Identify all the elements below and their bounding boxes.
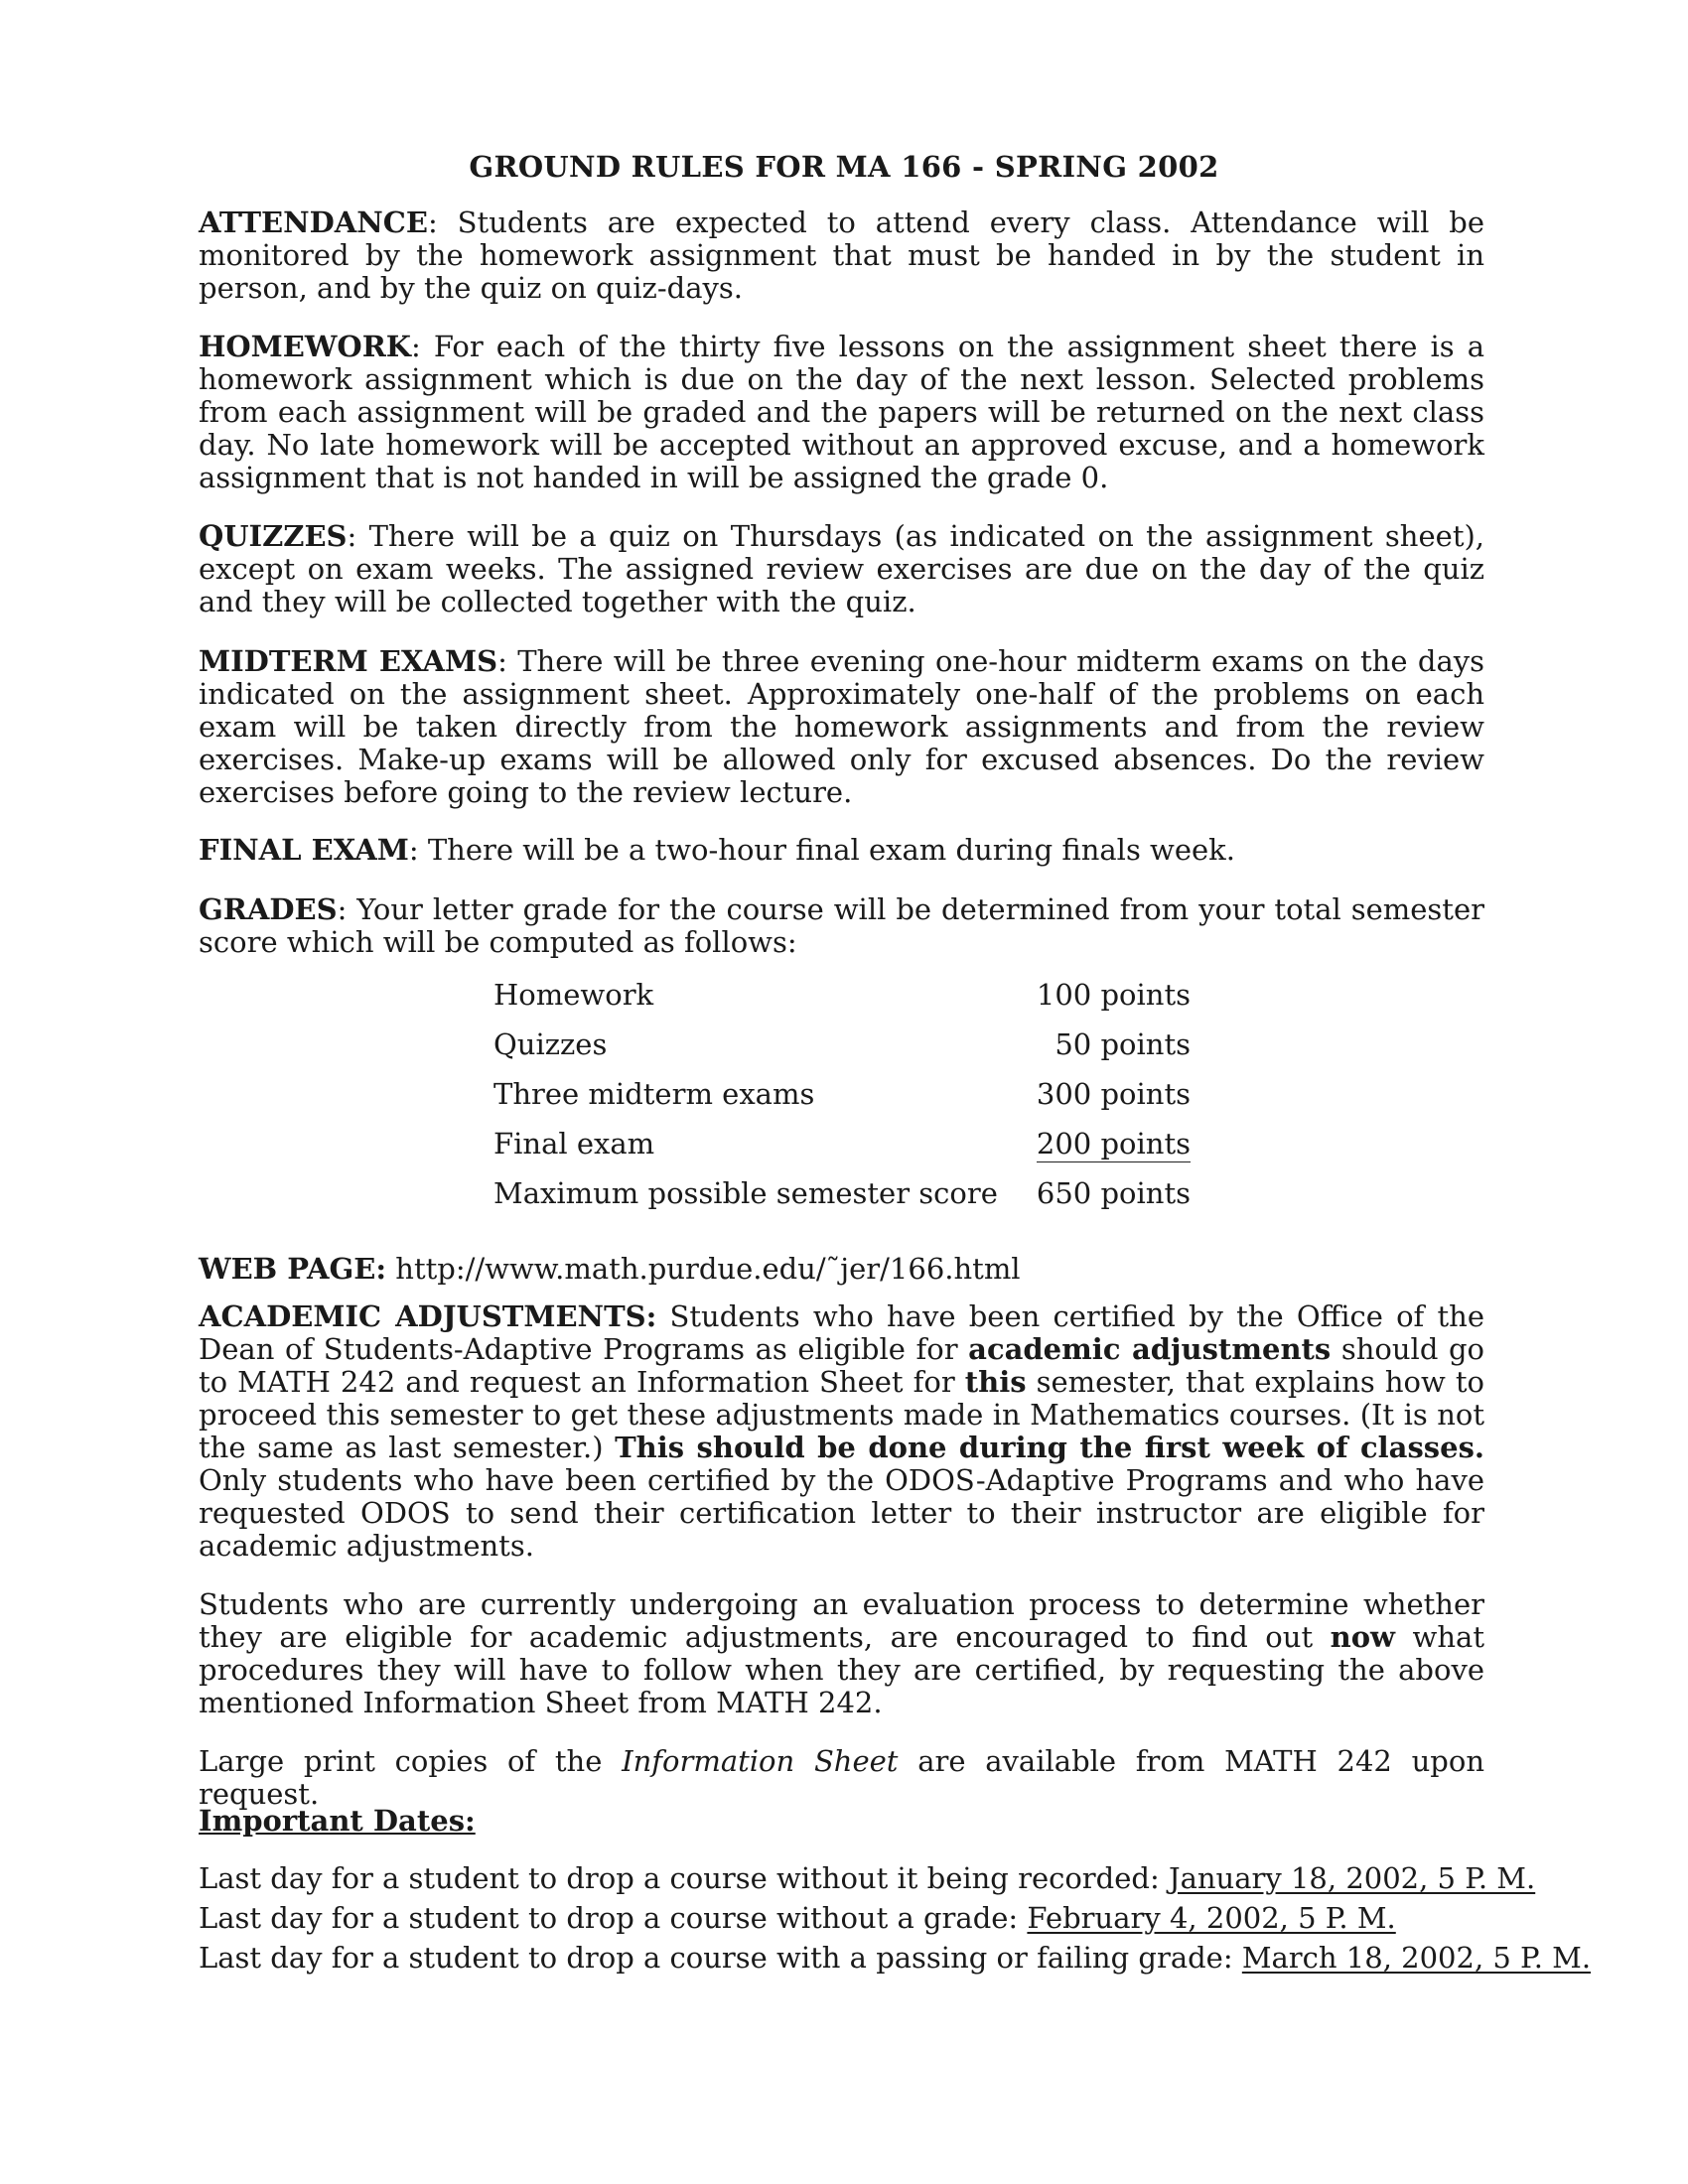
date-line bbox=[199, 1900, 1589, 1936]
academic-body-2: should go to MATH 242 and request an Information Sheet for bbox=[199, 1332, 1484, 1399]
academic-body-1: Students who have been certified by the Office of the Dean of Students-Adaptive Programs as eligible for bbox=[199, 1299, 1484, 1366]
grade-label: Final exam bbox=[493, 1127, 655, 1160]
grades-heading: GRADES bbox=[199, 892, 338, 926]
date-line-date: March 18, 2002, 5 P. M. bbox=[1241, 1941, 1592, 1975]
grades-row bbox=[493, 978, 1198, 1027]
grades-paragraph bbox=[199, 893, 1484, 959]
largeprint-body-2: are available from MATH 242 upon request. bbox=[199, 1744, 1484, 1811]
date-line bbox=[199, 1860, 1589, 1896]
academic-adjustments-paragraph bbox=[199, 1300, 1484, 1563]
evaluation-bold: now bbox=[1330, 1620, 1396, 1654]
quizzes-body: : There will be a quiz on Thursdays (as indicated on the assignment sheet), except on exam weeks. The assigned review exercises are due on the day of the quiz and they will be collected together with the quiz. bbox=[199, 519, 1484, 618]
final-exam-paragraph bbox=[199, 834, 1484, 867]
grade-points: 50 points bbox=[1055, 1027, 1191, 1061]
final-exam-heading: FINAL EXAM bbox=[199, 833, 409, 867]
date-line-date: February 4, 2002, 5 P. M. bbox=[1027, 1901, 1396, 1935]
academic-bold-2: this bbox=[964, 1365, 1027, 1399]
homework-body: : For each of the thirty five lessons on the assignment sheet there is a homework assignment which is due on the day of the next lesson. Selected problems from each assignment will be graded and the papers will be returned on the next class day. No late homework will be accepted without an approved excuse, and a homework assignment that is not handed in will be assigned the grade 0. bbox=[199, 330, 1484, 494]
date-line-text: Last day for a student to drop a course with a passing or failing grade: bbox=[199, 1941, 1242, 1975]
page-title: GROUND RULES FOR MA 166 - SPRING 2002 bbox=[469, 150, 1219, 184]
attendance-body: : Students are expected to attend every class. Attendance will be monitored by the homework assignment that must be handed in by the student in person, and by the quiz on quiz-days. bbox=[199, 205, 1484, 305]
date-line-date: January 18, 2002, 5 P. M. bbox=[1168, 1861, 1536, 1895]
homework-heading: HOMEWORK bbox=[199, 330, 412, 363]
academic-bold-1: academic adjustments bbox=[968, 1332, 1332, 1366]
grade-points: 100 points bbox=[1036, 978, 1191, 1012]
webpage-paragraph bbox=[199, 1253, 1484, 1286]
final-exam-body: : There will be a two-hour final exam during finals week. bbox=[408, 833, 1235, 867]
webpage-url[interactable]: http://www.math.purdue.edu/˜jer/166.html bbox=[386, 1252, 1021, 1286]
homework-paragraph bbox=[199, 331, 1484, 494]
grade-label: Quizzes bbox=[493, 1027, 608, 1061]
attendance-heading: ATTENDANCE bbox=[199, 205, 428, 239]
grade-label: Homework bbox=[493, 978, 654, 1012]
largeprint-italic: Information Sheet bbox=[622, 1744, 899, 1778]
midterms-paragraph bbox=[199, 645, 1484, 809]
grades-row bbox=[493, 1127, 1198, 1176]
evaluation-body-1: Students who are currently undergoing an evaluation process to determine whether they are eligible for academic adjustments, are encouraged to find out bbox=[199, 1587, 1484, 1654]
large-print-paragraph bbox=[199, 1745, 1484, 1811]
date-line-text: Last day for a student to drop a course without a grade: bbox=[199, 1901, 1028, 1935]
grade-points: 300 points bbox=[1036, 1077, 1191, 1111]
midterms-body: : There will be three evening one-hour midterm exams on the days indicated on the assignment sheet. Approximately one-half of the problems on each exam will be taken directly from the homework assignments and from the review exercises. Make-up exams will be allowed only for excused absences. Do the review exercises before going to the review lecture. bbox=[199, 644, 1484, 809]
grades-body: : Your letter grade for the course will be determined from your total semester score which will be computed as follows: bbox=[199, 892, 1484, 959]
date-line-text: Last day for a student to drop a course without it being recorded: bbox=[199, 1861, 1169, 1895]
grade-points: 200 points bbox=[1036, 1127, 1191, 1160]
grades-row-total bbox=[493, 1176, 1198, 1226]
webpage-heading: WEB PAGE: bbox=[199, 1252, 387, 1286]
quizzes-paragraph bbox=[199, 520, 1484, 618]
grade-label: Three midterm exams bbox=[493, 1077, 815, 1111]
largeprint-body-1: Large print copies of the bbox=[199, 1744, 623, 1778]
important-dates-heading: Important Dates: bbox=[199, 1804, 476, 1838]
attendance-paragraph bbox=[199, 206, 1484, 305]
grades-row bbox=[493, 1027, 1198, 1077]
academic-body-3: semester, that explains how to proceed this semester to get these adjustments made in Mathematics courses. (It is not the same as last semester.) bbox=[199, 1365, 1484, 1464]
academic-bold-3: This should be done during the first week of classes. bbox=[615, 1431, 1484, 1464]
academic-heading: ACADEMIC ADJUSTMENTS: bbox=[199, 1299, 657, 1333]
date-line bbox=[199, 1940, 1592, 1976]
grade-points: 650 points bbox=[1036, 1176, 1191, 1210]
evaluation-body-2: what procedures they will have to follow when they are certified, by requesting the above mentioned Information Sheet from MATH 242. bbox=[199, 1620, 1484, 1719]
grades-row bbox=[493, 1077, 1198, 1127]
midterms-heading: MIDTERM EXAMS bbox=[199, 644, 498, 678]
quizzes-heading: QUIZZES bbox=[199, 519, 348, 553]
grades-table bbox=[493, 978, 1198, 1226]
grade-label: Maximum possible semester score bbox=[493, 1176, 998, 1210]
academic-body-4: Only students who have been certified by the ODOS-Adaptive Programs and who have requested ODOS to send their certification letter to their instructor are eligible for academic adjustments. bbox=[199, 1463, 1484, 1563]
evaluation-paragraph bbox=[199, 1588, 1484, 1719]
